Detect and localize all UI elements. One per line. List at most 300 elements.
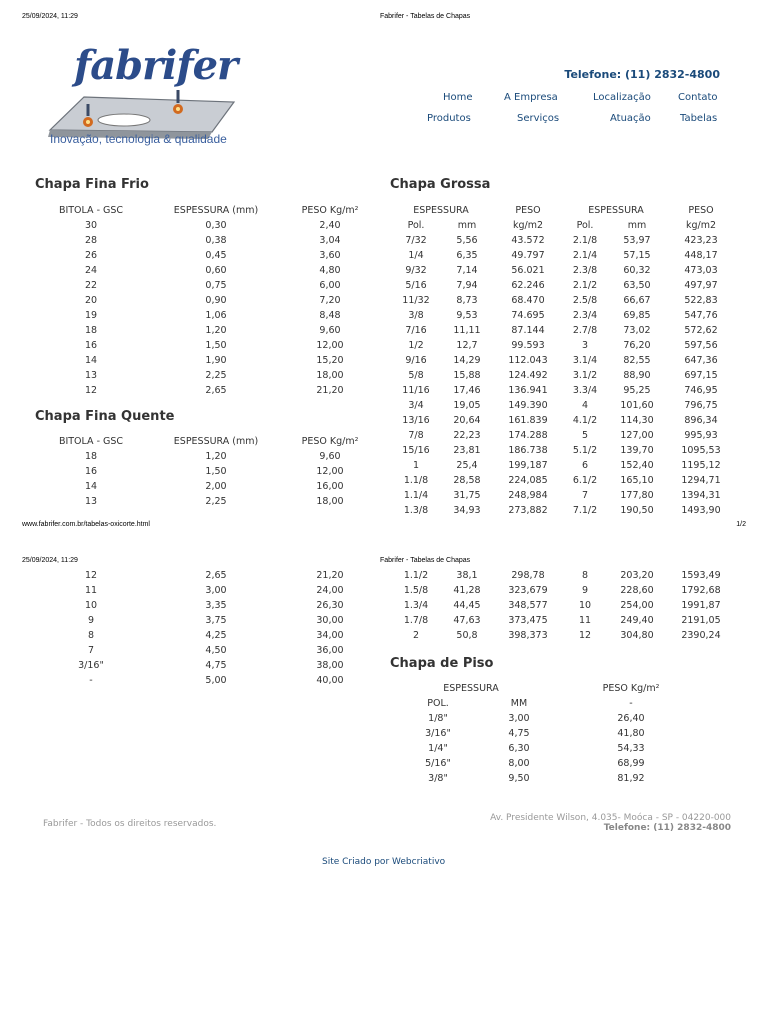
table-cell: 1394,31: [681, 490, 721, 501]
table-cell: 995,93: [684, 430, 718, 441]
table-cell: 136.941: [508, 385, 548, 396]
table-fina-frio: [35, 203, 375, 398]
table-cell: 95,25: [623, 385, 651, 396]
table-row: [35, 643, 375, 658]
table-cell: 40,00: [316, 675, 344, 686]
table-cell: 12: [578, 630, 592, 641]
table-cell: 1/4": [428, 743, 448, 754]
table-cell: 25,4: [456, 460, 478, 471]
table-cell: 1,50: [205, 466, 227, 477]
table-cell: 16: [84, 466, 98, 477]
table-cell: 323,679: [508, 585, 548, 596]
table-cell: 7,94: [456, 280, 478, 291]
table-row: [390, 756, 710, 771]
table-cell: 36,00: [316, 645, 344, 656]
table-cell: 21,20: [316, 385, 344, 396]
table-cell: 6,00: [319, 280, 341, 291]
table-row: [35, 383, 375, 398]
table-cell: 66,67: [623, 295, 651, 306]
table-row: [35, 494, 375, 509]
table-cell: 8,00: [508, 758, 530, 769]
table-row: [35, 248, 375, 263]
col-subheader: Pol.: [407, 220, 425, 231]
col-subheader: kg/m2: [512, 220, 544, 231]
table-cell: 62.246: [511, 280, 545, 291]
nav-tabelas[interactable]: Tabelas: [680, 113, 718, 124]
table-header-row: [390, 203, 734, 218]
table-cell: 54,33: [617, 743, 645, 754]
table-header-row: [35, 203, 375, 218]
header-phone: Telefone: (11) 2832-4800: [564, 68, 720, 81]
table-cell: 4,75: [508, 728, 530, 739]
table-body: [35, 568, 375, 688]
col-header: BITOLA - GSC: [58, 436, 124, 447]
table-cell: 44,45: [453, 600, 481, 611]
table-cell: 5: [581, 430, 589, 441]
section-title-grossa: Chapa Grossa: [390, 177, 491, 192]
table-fina-quente: [35, 434, 375, 509]
table-cell: 11/32: [402, 295, 430, 306]
table-cell: 21,20: [316, 570, 344, 581]
table-cell: 273,882: [508, 505, 548, 516]
table-cell: 5/8: [408, 370, 424, 381]
table-row: [390, 353, 734, 368]
table-cell: 5,00: [205, 675, 227, 686]
table-cell: 10: [578, 600, 592, 611]
nav-a-empresa[interactable]: A Empresa: [504, 92, 558, 103]
table-cell: 1,06: [205, 310, 227, 321]
table-cell: 2.1/4: [572, 250, 598, 261]
col-header: ESPESSURA: [413, 205, 469, 216]
table-cell: 8,73: [456, 295, 478, 306]
table-cell: 68.470: [511, 295, 545, 306]
table-cell: 4,80: [319, 265, 341, 276]
table-cell: 7.1/2: [572, 505, 598, 516]
table-cell: 3.1/2: [572, 370, 598, 381]
table-row: [35, 613, 375, 628]
table-cell: 5/16": [425, 758, 451, 769]
nav-home[interactable]: Home: [443, 92, 473, 103]
table-cell: 0,45: [205, 250, 227, 261]
table-cell: 12: [84, 570, 98, 581]
table-cell: 14: [84, 481, 98, 492]
table-body: [390, 568, 734, 643]
table-cell: 38,1: [456, 570, 478, 581]
table-cell: 6.1/2: [572, 475, 598, 486]
table-row: [390, 293, 734, 308]
table-cell: 18: [84, 325, 98, 336]
table-row: [390, 583, 734, 598]
table-cell: 6,30: [508, 743, 530, 754]
table-row: [390, 726, 710, 741]
table-cell: 127,00: [620, 430, 654, 441]
col-header: ESPESSURA: [443, 683, 499, 694]
table-cell: 2.7/8: [572, 325, 598, 336]
table-cell: 4,25: [205, 630, 227, 641]
table-cell: 9: [87, 615, 95, 626]
table-row: [35, 338, 375, 353]
table-header-row: [390, 681, 710, 696]
table-cell: 2.1/2: [572, 280, 598, 291]
col-subheader: -: [629, 698, 633, 709]
table-cell: 6: [581, 460, 589, 471]
table-cell: 174.288: [508, 430, 548, 441]
table-fina-quente-continued: [35, 568, 375, 688]
fabrifer-logo[interactable]: [44, 42, 244, 150]
table-cell: 22,23: [453, 430, 481, 441]
table-cell: 1.7/8: [403, 615, 429, 626]
table-cell: 152,40: [620, 460, 654, 471]
table-cell: 3,04: [319, 235, 341, 246]
table-cell: 2.3/4: [572, 310, 598, 321]
table-row: [390, 598, 734, 613]
table-cell: 124.492: [508, 370, 548, 381]
table-cell: 3/16": [78, 660, 104, 671]
table-cell: 14,29: [453, 355, 481, 366]
table-piso: [390, 681, 710, 786]
table-row: [35, 479, 375, 494]
table-cell: 31,75: [453, 490, 481, 501]
table-cell: 18: [84, 451, 98, 462]
table-cell: 9,60: [319, 325, 341, 336]
table-cell: 8: [581, 570, 589, 581]
footer-address: Av. Presidente Wilson, 4.035- Moóca - SP - 04220-000: [490, 813, 731, 823]
table-row: [35, 323, 375, 338]
table-row: [390, 233, 734, 248]
table-cell: 73,02: [623, 325, 651, 336]
table-cell: 26: [84, 250, 98, 261]
table-cell: 1: [412, 460, 420, 471]
table-row: [390, 263, 734, 278]
table-row: [390, 503, 734, 518]
table-grossa: [390, 203, 734, 518]
table-cell: 1991,87: [681, 600, 721, 611]
table-row: [390, 248, 734, 263]
table-row: [35, 278, 375, 293]
table-cell: 423,23: [684, 235, 718, 246]
nav-localizacao[interactable]: Localização: [593, 92, 651, 103]
table-cell: 5,56: [456, 235, 478, 246]
table-cell: 8: [87, 630, 95, 641]
table-body: [390, 711, 710, 786]
table-cell: 14: [84, 355, 98, 366]
table-cell: 74.695: [511, 310, 545, 321]
table-cell: 11,11: [453, 325, 481, 336]
col-subheader: Pol.: [576, 220, 594, 231]
table-subheader-row: [390, 218, 734, 233]
table-cell: 597,56: [684, 340, 718, 351]
table-cell: 15,88: [453, 370, 481, 381]
table-cell: 1,20: [205, 325, 227, 336]
table-cell: 7,14: [456, 265, 478, 276]
table-row: [35, 233, 375, 248]
table-row: [35, 628, 375, 643]
table-cell: 20: [84, 295, 98, 306]
col-header: PESO Kg/m²: [301, 205, 359, 216]
table-cell: 522,83: [684, 295, 718, 306]
table-cell: 69,85: [623, 310, 651, 321]
table-row: [390, 338, 734, 353]
footer-phone: Telefone: (11) 2832-4800: [603, 823, 731, 833]
table-cell: 1294,71: [681, 475, 721, 486]
table-row: [390, 458, 734, 473]
table-cell: 3,00: [508, 713, 530, 724]
table-row: [390, 383, 734, 398]
col-header: ESPESSURA: [588, 205, 644, 216]
table-cell: 165,10: [620, 475, 654, 486]
table-body: [35, 449, 375, 509]
table-cell: 2: [412, 630, 420, 641]
table-row: [35, 353, 375, 368]
table-cell: 8,48: [319, 310, 341, 321]
table-cell: 87.144: [511, 325, 545, 336]
table-cell: 448,17: [684, 250, 718, 261]
table-cell: 28,58: [453, 475, 481, 486]
table-cell: 60,32: [623, 265, 651, 276]
table-row: [35, 218, 375, 233]
table-cell: 9,50: [508, 773, 530, 784]
table-cell: 30: [84, 220, 98, 231]
table-cell: 7/32: [405, 235, 427, 246]
table-cell: 186.738: [508, 445, 548, 456]
table-row: [390, 568, 734, 583]
table-cell: 16: [84, 340, 98, 351]
table-cell: 1195,12: [681, 460, 721, 471]
col-header: BITOLA - GSC: [58, 205, 124, 216]
table-cell: 12,00: [316, 340, 344, 351]
table-cell: 22: [84, 280, 98, 291]
table-cell: 20,64: [453, 415, 481, 426]
table-cell: 2,25: [205, 496, 227, 507]
print-datetime: 25/09/2024, 11:29: [22, 557, 78, 564]
col-subheader: MM: [510, 698, 528, 709]
table-row: [35, 308, 375, 323]
col-header: PESO: [515, 205, 541, 216]
table-cell: 254,00: [620, 600, 654, 611]
table-cell: 199,187: [508, 460, 548, 471]
table-cell: 13/16: [402, 415, 430, 426]
table-row: [390, 308, 734, 323]
table-cell: 16,00: [316, 481, 344, 492]
table-cell: 7/8: [408, 430, 424, 441]
table-row: [35, 673, 375, 688]
table-cell: 0,60: [205, 265, 227, 276]
col-subheader: mm: [627, 220, 647, 231]
table-cell: 1095,53: [681, 445, 721, 456]
col-header: PESO Kg/m²: [301, 436, 359, 447]
table-cell: 2.5/8: [572, 295, 598, 306]
table-cell: 1,90: [205, 355, 227, 366]
table-cell: 2,25: [205, 370, 227, 381]
table-cell: 13: [84, 370, 98, 381]
table-cell: 10: [84, 600, 98, 611]
table-cell: 0,30: [205, 220, 227, 231]
table-cell: 547,76: [684, 310, 718, 321]
nav-servicos[interactable]: Serviços: [517, 113, 560, 124]
table-cell: 2,00: [205, 481, 227, 492]
col-header: ESPESSURA (mm): [173, 205, 259, 216]
table-cell: 5.1/2: [572, 445, 598, 456]
table-row: [390, 771, 710, 786]
table-cell: 3,00: [205, 585, 227, 596]
table-cell: 2,65: [205, 385, 227, 396]
table-row: [35, 449, 375, 464]
table-cell: 3,75: [205, 615, 227, 626]
table-cell: 9/32: [405, 265, 427, 276]
table-cell: 228,60: [620, 585, 654, 596]
print-doc-title: Fabrifer - Tabelas de Chapas: [380, 557, 471, 564]
table-grossa-continued: [390, 568, 734, 643]
nav-contato[interactable]: Contato: [678, 92, 718, 103]
table-cell: 112.043: [508, 355, 548, 366]
table-cell: 1/8": [428, 713, 448, 724]
table-cell: 1.1/2: [403, 570, 429, 581]
table-row: [390, 413, 734, 428]
table-cell: 9: [581, 585, 589, 596]
table-cell: 3,60: [319, 250, 341, 261]
table-cell: 896,34: [684, 415, 718, 426]
table-cell: 796,75: [684, 400, 718, 411]
table-cell: 190,50: [620, 505, 654, 516]
table-cell: 3,35: [205, 600, 227, 611]
table-cell: 7: [87, 645, 95, 656]
section-title-piso: Chapa de Piso: [390, 656, 494, 671]
table-cell: 12,7: [456, 340, 478, 351]
table-cell: 2,65: [205, 570, 227, 581]
table-cell: 3/16": [425, 728, 451, 739]
table-cell: 7/16: [405, 325, 427, 336]
logo-tagline: Inovação, tecnologia & qualidade: [50, 132, 227, 146]
nav-produtos[interactable]: Produtos: [427, 113, 471, 124]
table-cell: 68,99: [617, 758, 645, 769]
table-cell: 24: [84, 265, 98, 276]
table-row: [390, 443, 734, 458]
table-cell: 1,20: [205, 451, 227, 462]
table-cell: 177,80: [620, 490, 654, 501]
table-body: [390, 233, 734, 518]
table-cell: 2.1/8: [572, 235, 598, 246]
logo-brand: fabrifer: [74, 42, 238, 89]
table-cell: 1792,68: [681, 585, 721, 596]
table-cell: 1.1/8: [403, 475, 429, 486]
table-cell: 3.1/4: [572, 355, 598, 366]
table-cell: 348,577: [508, 600, 548, 611]
table-cell: 19,05: [453, 400, 481, 411]
table-row: [35, 598, 375, 613]
table-cell: 298,78: [511, 570, 545, 581]
table-cell: 304,80: [620, 630, 654, 641]
print-doc-title: Fabrifer - Tabelas de Chapas: [380, 13, 471, 20]
table-cell: 473,03: [684, 265, 718, 276]
table-cell: 57,15: [623, 250, 651, 261]
table-cell: 224,085: [508, 475, 548, 486]
footer-rights: Fabrifer - Todos os direitos reservados.: [43, 819, 217, 829]
table-cell: 7: [581, 490, 589, 501]
table-row: [390, 323, 734, 338]
table-cell: 18,00: [316, 496, 344, 507]
table-cell: 101,60: [620, 400, 654, 411]
table-row: [35, 583, 375, 598]
table-row: [390, 368, 734, 383]
table-cell: 114,30: [620, 415, 654, 426]
table-cell: 88,90: [623, 370, 651, 381]
table-cell: 34,00: [316, 630, 344, 641]
webcriativo-credit-link[interactable]: Site Criado por Webcriativo: [322, 857, 446, 867]
table-cell: 3/8": [428, 773, 448, 784]
table-row: [35, 464, 375, 479]
table-row: [390, 278, 734, 293]
table-cell: 647,36: [684, 355, 718, 366]
table-cell: 3/8: [408, 310, 424, 321]
table-row: [35, 658, 375, 673]
table-cell: 1.5/8: [403, 585, 429, 596]
print-url: www.fabrifer.com.br/tabelas-oxicorte.html: [22, 521, 150, 528]
table-cell: 497,97: [684, 280, 718, 291]
table-cell: 697,15: [684, 370, 718, 381]
table-cell: 7,20: [319, 295, 341, 306]
nav-atuacao[interactable]: Atuação: [610, 113, 651, 124]
table-cell: 63,50: [623, 280, 651, 291]
main-nav: [380, 92, 720, 126]
table-cell: 15,20: [316, 355, 344, 366]
table-cell: 49.797: [511, 250, 545, 261]
table-cell: 0,75: [205, 280, 227, 291]
table-cell: 746,95: [684, 385, 718, 396]
table-row: [390, 398, 734, 413]
table-cell: 2191,05: [681, 615, 721, 626]
table-cell: 9/16: [405, 355, 427, 366]
table-cell: 30,00: [316, 615, 344, 626]
table-cell: 1593,49: [681, 570, 721, 581]
table-cell: 15/16: [402, 445, 430, 456]
table-row: [35, 293, 375, 308]
table-cell: 2390,24: [681, 630, 721, 641]
table-cell: 26,40: [617, 713, 645, 724]
table-row: [35, 368, 375, 383]
table-cell: 2.3/8: [572, 265, 598, 276]
table-row: [390, 613, 734, 628]
table-body: [35, 218, 375, 398]
table-row: [390, 473, 734, 488]
table-cell: 26,30: [316, 600, 344, 611]
col-subheader: POL.: [427, 698, 449, 709]
table-cell: 5/16: [405, 280, 427, 291]
table-cell: 81,92: [617, 773, 645, 784]
table-cell: 398,373: [508, 630, 548, 641]
table-cell: 50,8: [456, 630, 478, 641]
table-cell: 4,75: [205, 660, 227, 671]
table-cell: 18,00: [316, 370, 344, 381]
table-cell: 6,35: [456, 250, 478, 261]
table-cell: 3.3/4: [572, 385, 598, 396]
table-cell: 28: [84, 235, 98, 246]
table-cell: 34,93: [453, 505, 481, 516]
table-cell: 3: [581, 340, 589, 351]
section-title-fina-frio: Chapa Fina Frio: [35, 177, 149, 192]
table-row: [35, 568, 375, 583]
table-cell: 38,00: [316, 660, 344, 671]
table-cell: 23,81: [453, 445, 481, 456]
table-row: [390, 711, 710, 726]
col-header: PESO: [688, 205, 714, 216]
table-cell: 19: [84, 310, 98, 321]
table-row: [390, 488, 734, 503]
table-cell: 2,40: [319, 220, 341, 231]
table-cell: 11: [84, 585, 98, 596]
table-cell: 41,80: [617, 728, 645, 739]
table-cell: 11: [578, 615, 592, 626]
table-cell: 248,984: [508, 490, 548, 501]
